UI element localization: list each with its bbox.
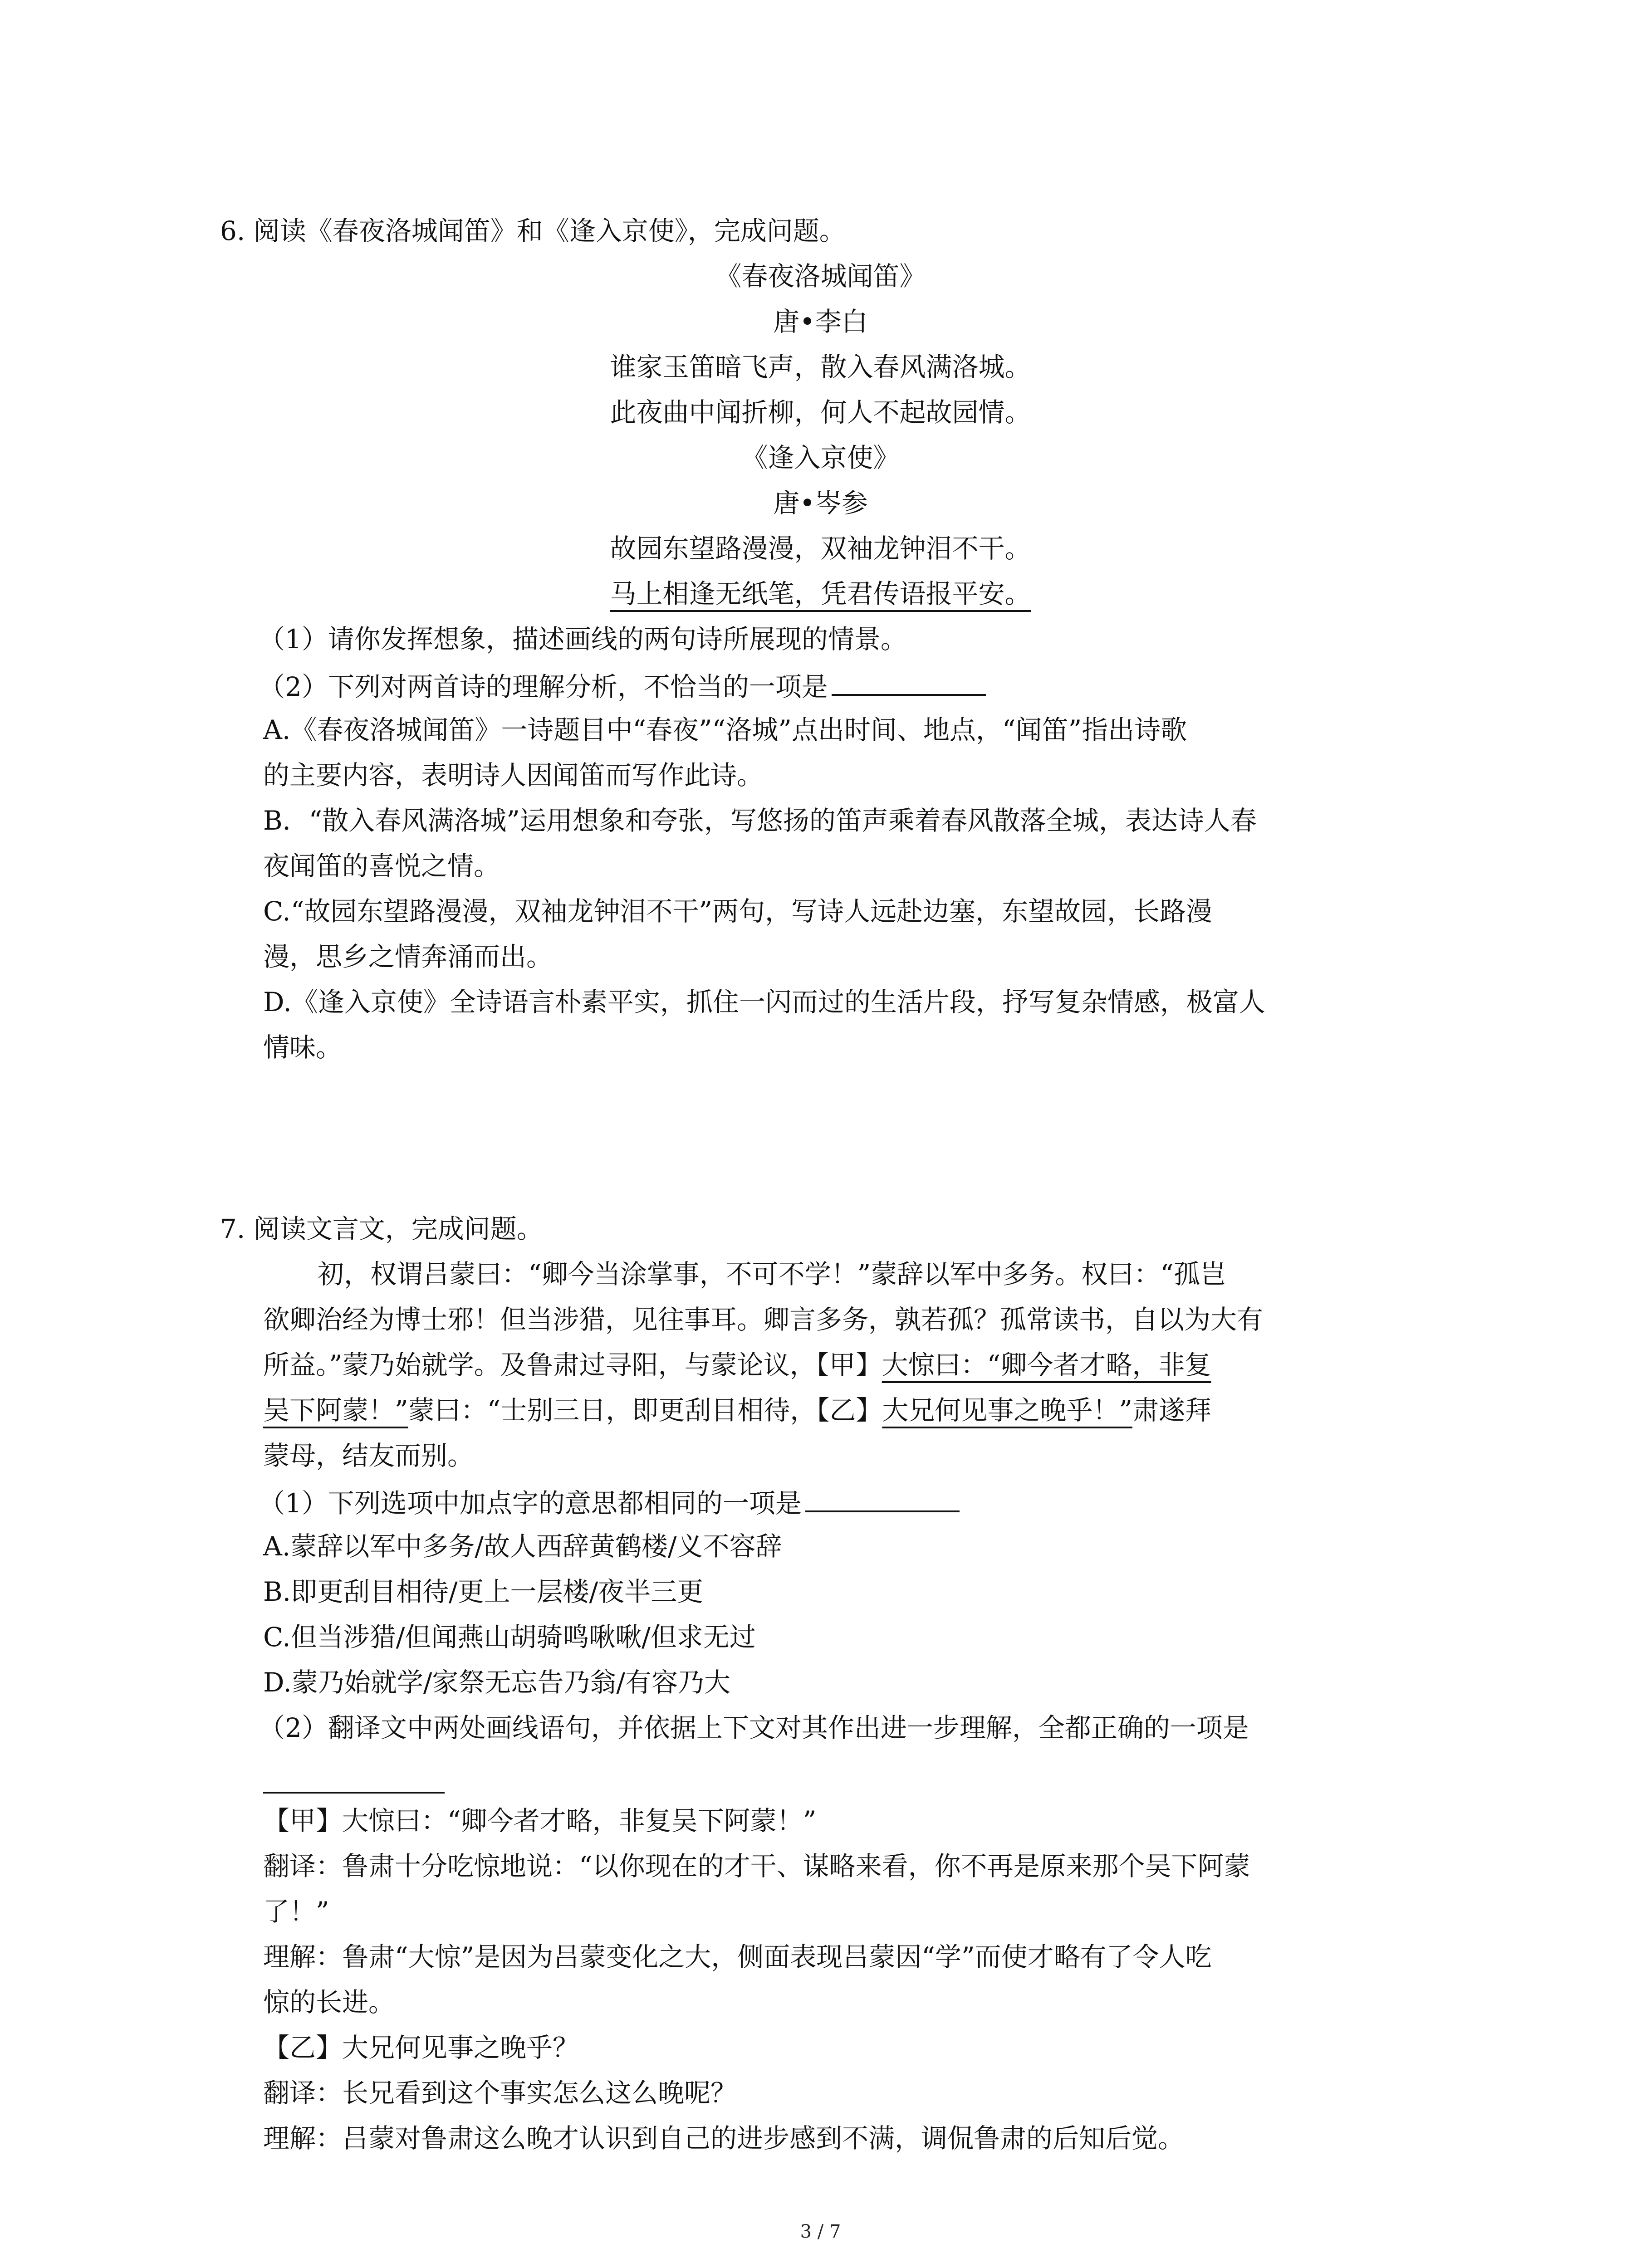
q6-sub1: （1）请你发挥想象，描述画线的两句诗所展现的情景。 bbox=[259, 624, 907, 655]
q7-stem: 7. 阅读文言文，完成问题。 bbox=[220, 1213, 543, 1244]
q7-option-a: A.蒙辞以军中多务/故人西辞黄鹤楼/义不容辞 bbox=[263, 1531, 782, 1562]
page-number: 3 / 7 bbox=[800, 2221, 841, 2242]
poem1-line-2: 此夜曲中闻折柳，何人不起故园情。 bbox=[610, 397, 1031, 428]
q6-option-c-2: 漫，思乡之情奔涌而出。 bbox=[263, 941, 553, 972]
answer-yi-translation: 翻译：长兄看到这个事实怎么这么晚呢？ bbox=[263, 2077, 737, 2108]
passage-text: 所益。”蒙乃始就学。及鲁肃过寻阳，与蒙论议， bbox=[263, 1349, 816, 1380]
q6-option-a-1: A.《春夜洛城闻笛》一诗题目中“春夜”“洛城”点出时间、地点，“闻笛”指出诗歌 bbox=[263, 714, 1187, 745]
q6-option-d-2: 情味。 bbox=[263, 1032, 343, 1063]
q6-option-d-1: D.《逢入京使》全诗语言朴素平实，抓住一闪而过的生活片段，抒写复杂情感，极富人 bbox=[263, 987, 1265, 1017]
poem2-author: 唐•岑参 bbox=[773, 488, 868, 518]
q6-option-a-2: 的主要内容，表明诗人因闻笛而写作此诗。 bbox=[263, 760, 764, 791]
poem1-title: 《春夜洛城闻笛》 bbox=[715, 261, 926, 292]
q6-sub2 bbox=[259, 667, 986, 703]
q7-option-c: C.但当涉猎/但闻燕山胡骑鸣啾啾/但求无过 bbox=[263, 1622, 756, 1652]
poem2-title: 《逢入京使》 bbox=[741, 442, 900, 473]
passage-text: 蒙曰：“士别三日，即更刮目相待， bbox=[408, 1395, 817, 1426]
answer-blank[interactable] bbox=[832, 667, 986, 696]
underlined-sentence-jia: 大惊曰：“卿今者才略，非复 bbox=[882, 1349, 1211, 1380]
answer-jia-translation-2: 了！” bbox=[263, 1896, 329, 1927]
q7-option-d: D.蒙乃始就学/家祭无忘告乃翁/有容乃大 bbox=[263, 1667, 730, 1698]
q6-sub2-text: （2）下列对两首诗的理解分析，不恰当的一项是 bbox=[259, 671, 828, 702]
q7-option-b: B.即更刮目相待/更上一层楼/夜半三更 bbox=[263, 1576, 704, 1607]
passage-line-4 bbox=[263, 1393, 1211, 1429]
answer-jia-translation-1: 翻译：鲁肃十分吃惊地说：“以你现在的才干、谋略来看，你不再是原来那个吴下阿蒙 bbox=[263, 1851, 1250, 1882]
passage-line-2: 欲卿治经为博士邪！但当涉猎，见往事耳。卿言多务，孰若孤？孤常读书，自以为大有 bbox=[263, 1304, 1264, 1335]
passage-text: 肃遂拜 bbox=[1132, 1395, 1211, 1426]
passage-line-1: 初，权谓吕蒙曰：“卿今当涂掌事，不可不学！”蒙辞以军中多务。权曰：“孤岂 bbox=[318, 1259, 1226, 1290]
answer-jia-heading: 【甲】大惊曰：“卿今者才略，非复吴下阿蒙！” bbox=[263, 1805, 817, 1836]
answer-blank[interactable] bbox=[263, 1792, 445, 1794]
passage-line-3 bbox=[263, 1347, 1211, 1383]
poem1-line-1: 谁家玉笛暗飞声，散入春风满洛城。 bbox=[610, 352, 1031, 382]
q7-sub1-text: （1）下列选项中加点字的意思都相同的一项是 bbox=[259, 1488, 802, 1519]
answer-blank[interactable] bbox=[805, 1483, 960, 1512]
poem2-line-2-underlined bbox=[0, 576, 1641, 612]
q6-stem: 6. 阅读《春夜洛城闻笛》和《逢入京使》，完成问题。 bbox=[220, 215, 846, 246]
underlined-verse: 马上相逢无纸笔，凭君传语报平安。 bbox=[610, 578, 1031, 609]
passage-line-5: 蒙母，结友而别。 bbox=[263, 1440, 474, 1471]
q7-sub2: （2）翻译文中两处画线语句，并依据上下文对其作出进一步理解，全都正确的一项是 bbox=[259, 1712, 1249, 1743]
answer-yi-understanding: 理解：吕蒙对鲁肃这么晚才认识到自己的进步感到不满，调侃鲁肃的后知后觉。 bbox=[263, 2123, 1185, 2154]
answer-yi-heading: 【乙】大兄何见事之晚乎？ bbox=[263, 2032, 579, 2063]
marker-yi: 【乙】 bbox=[816, 1395, 882, 1426]
underlined-sentence-yi: 大兄何见事之晚乎！” bbox=[882, 1395, 1132, 1426]
q6-option-b-1: B．“散入春风满洛城”运用想象和夸张，写悠扬的笛声乘着春风散落全城，表达诗人春 bbox=[263, 805, 1257, 836]
q6-option-c-1: C.“故园东望路漫漫，双袖龙钟泪不干”两句，写诗人远赴边塞，东望故园，长路漫 bbox=[263, 896, 1213, 927]
answer-jia-understanding-1: 理解：鲁肃“大惊”是因为吕蒙变化之大，侧面表现吕蒙因“学”而使才略有了令人吃 bbox=[263, 1941, 1212, 1972]
answer-jia-understanding-2: 惊的长进。 bbox=[263, 1987, 395, 2018]
marker-jia: 【甲】 bbox=[816, 1349, 882, 1380]
underlined-sentence-jia-end: 吴下阿蒙！” bbox=[263, 1395, 408, 1426]
q6-option-b-2: 夜闻笛的喜悦之情。 bbox=[263, 850, 500, 881]
poem1-author: 唐•李白 bbox=[773, 306, 868, 337]
q7-sub1 bbox=[259, 1483, 960, 1520]
poem2-line-1: 故园东望路漫漫，双袖龙钟泪不干。 bbox=[610, 533, 1031, 564]
